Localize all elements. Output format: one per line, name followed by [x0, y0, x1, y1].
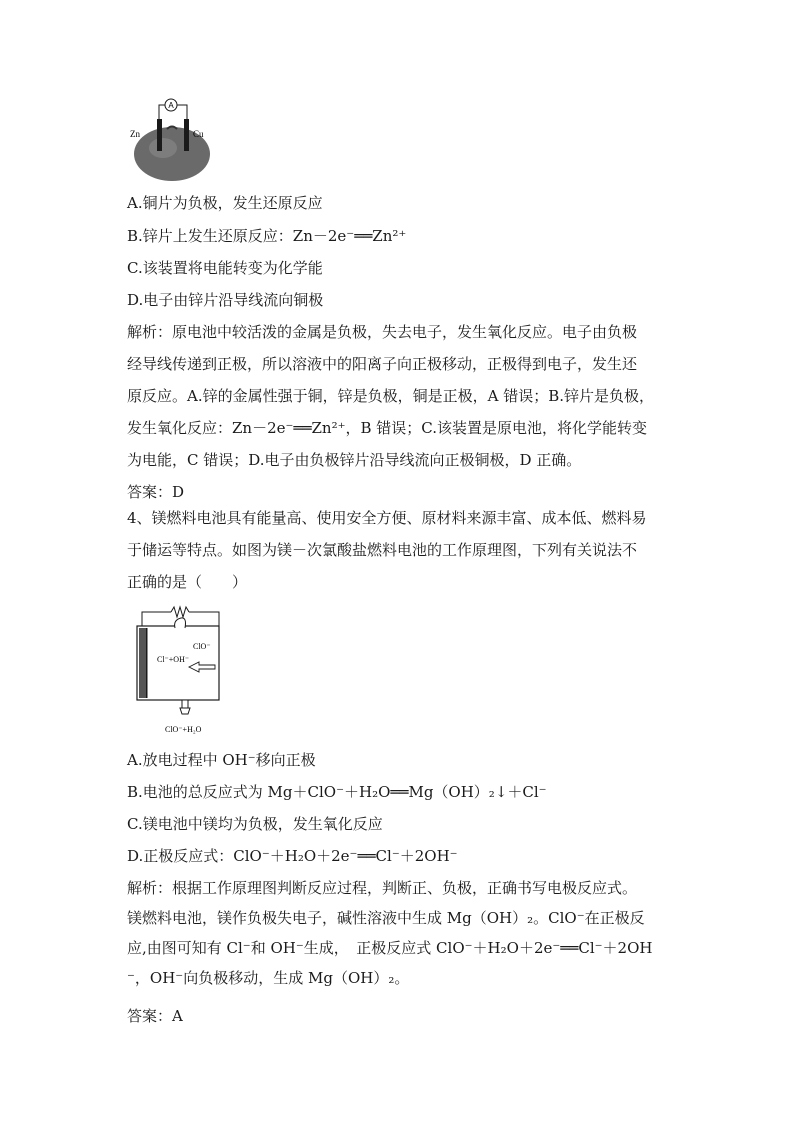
- q4-stem-line: 于储运等特点。如图为镁－次氯酸盐燃料电池的工作原理图，下列有关说法不: [127, 541, 638, 559]
- q4-analysis-line: ⁻，OH⁻向负极移动，生成 Mg（OH）₂。: [127, 969, 410, 987]
- inlet-label: ClO⁻+H₂O: [165, 725, 202, 734]
- q3-analysis-line: 为电能，C 错误；D.电子由负极锌片沿导线流向正极铜极，D 正确。: [127, 451, 582, 469]
- q3-option-b: B.锌片上发生还原反应：Zn－2e⁻══Zn²⁺: [127, 227, 407, 245]
- q4-analysis-line: 解析：根据工作原理图判断反应过程，判断正、负极，正确书写电极反应式。: [127, 879, 638, 897]
- cu-label: Cu: [193, 129, 204, 139]
- q3-option-a: A.铜片为负极，发生还原反应: [127, 194, 323, 212]
- mg-fuel-cell-figure: [127, 600, 227, 740]
- cu-electrode: [184, 119, 189, 151]
- q4-option-d: D.正极反应式：ClO⁻＋H₂O＋2e⁻══Cl⁻＋2OH⁻: [127, 847, 458, 865]
- q4-analysis-line: 镁燃料电池，镁作负极失电子，碱性溶液中生成 Mg（OH）₂。ClO⁻在正极反: [127, 909, 645, 927]
- q4-analysis-line: 应,由图可知有 Cl⁻和 OH⁻生成， 正极反应式 ClO⁻＋H₂O＋2e⁻══Cl⁻＋2OH: [127, 939, 653, 957]
- mg-electrode: [139, 628, 146, 698]
- q3-analysis-line: 经导线传递到正极，所以溶液中的阳离子向正极移动，正极得到电子，发生还: [127, 355, 638, 373]
- load-resistor: [171, 607, 189, 617]
- q3-option-d: D.电子由锌片沿导线流向铜极: [127, 291, 324, 309]
- cloh-label: Cl⁻+OH⁻: [157, 655, 190, 664]
- flow-arrow: [189, 662, 215, 672]
- clo-label: ClO⁻: [193, 642, 211, 651]
- q4-stem-line: 正确的是（ ）: [127, 573, 248, 591]
- q4-stem-line: 4、镁燃料电池具有能量高、使用安全方便、原材料来源丰富、成本低、燃料易: [127, 509, 647, 527]
- q4-option-b: B.电池的总反应式为 Mg＋ClO⁻＋H₂O══Mg（OH）₂↓＋Cl⁻: [127, 783, 547, 801]
- q4-option-a: A.放电过程中 OH⁻移向正极: [127, 751, 316, 769]
- zn-label: Zn: [130, 129, 140, 139]
- zn-electrode: [157, 119, 162, 151]
- q4-answer: 答案：A: [127, 1007, 183, 1025]
- q3-option-c: C.该装置将电能转变为化学能: [127, 259, 323, 277]
- q3-analysis-line: 发生氧化反应：Zn－2e⁻══Zn²⁺，B 错误；C.该装置是原电池，将化学能转变: [127, 419, 648, 437]
- q3-analysis-line: 原反应。A.锌的金属性强于铜，锌是负极，铜是正极，A 错误；B.锌片是负极，: [127, 387, 654, 405]
- q3-answer: 答案：D: [127, 483, 185, 501]
- fruit-battery-figure: [127, 96, 217, 184]
- q3-analysis-line: 解析：原电池中较活泼的金属是负极，失去电子，发生氧化反应。电子由负极: [127, 323, 638, 341]
- q4-option-c: C.镁电池中镁均为负极，发生氧化反应: [127, 815, 383, 833]
- ammeter-label: A: [168, 101, 174, 110]
